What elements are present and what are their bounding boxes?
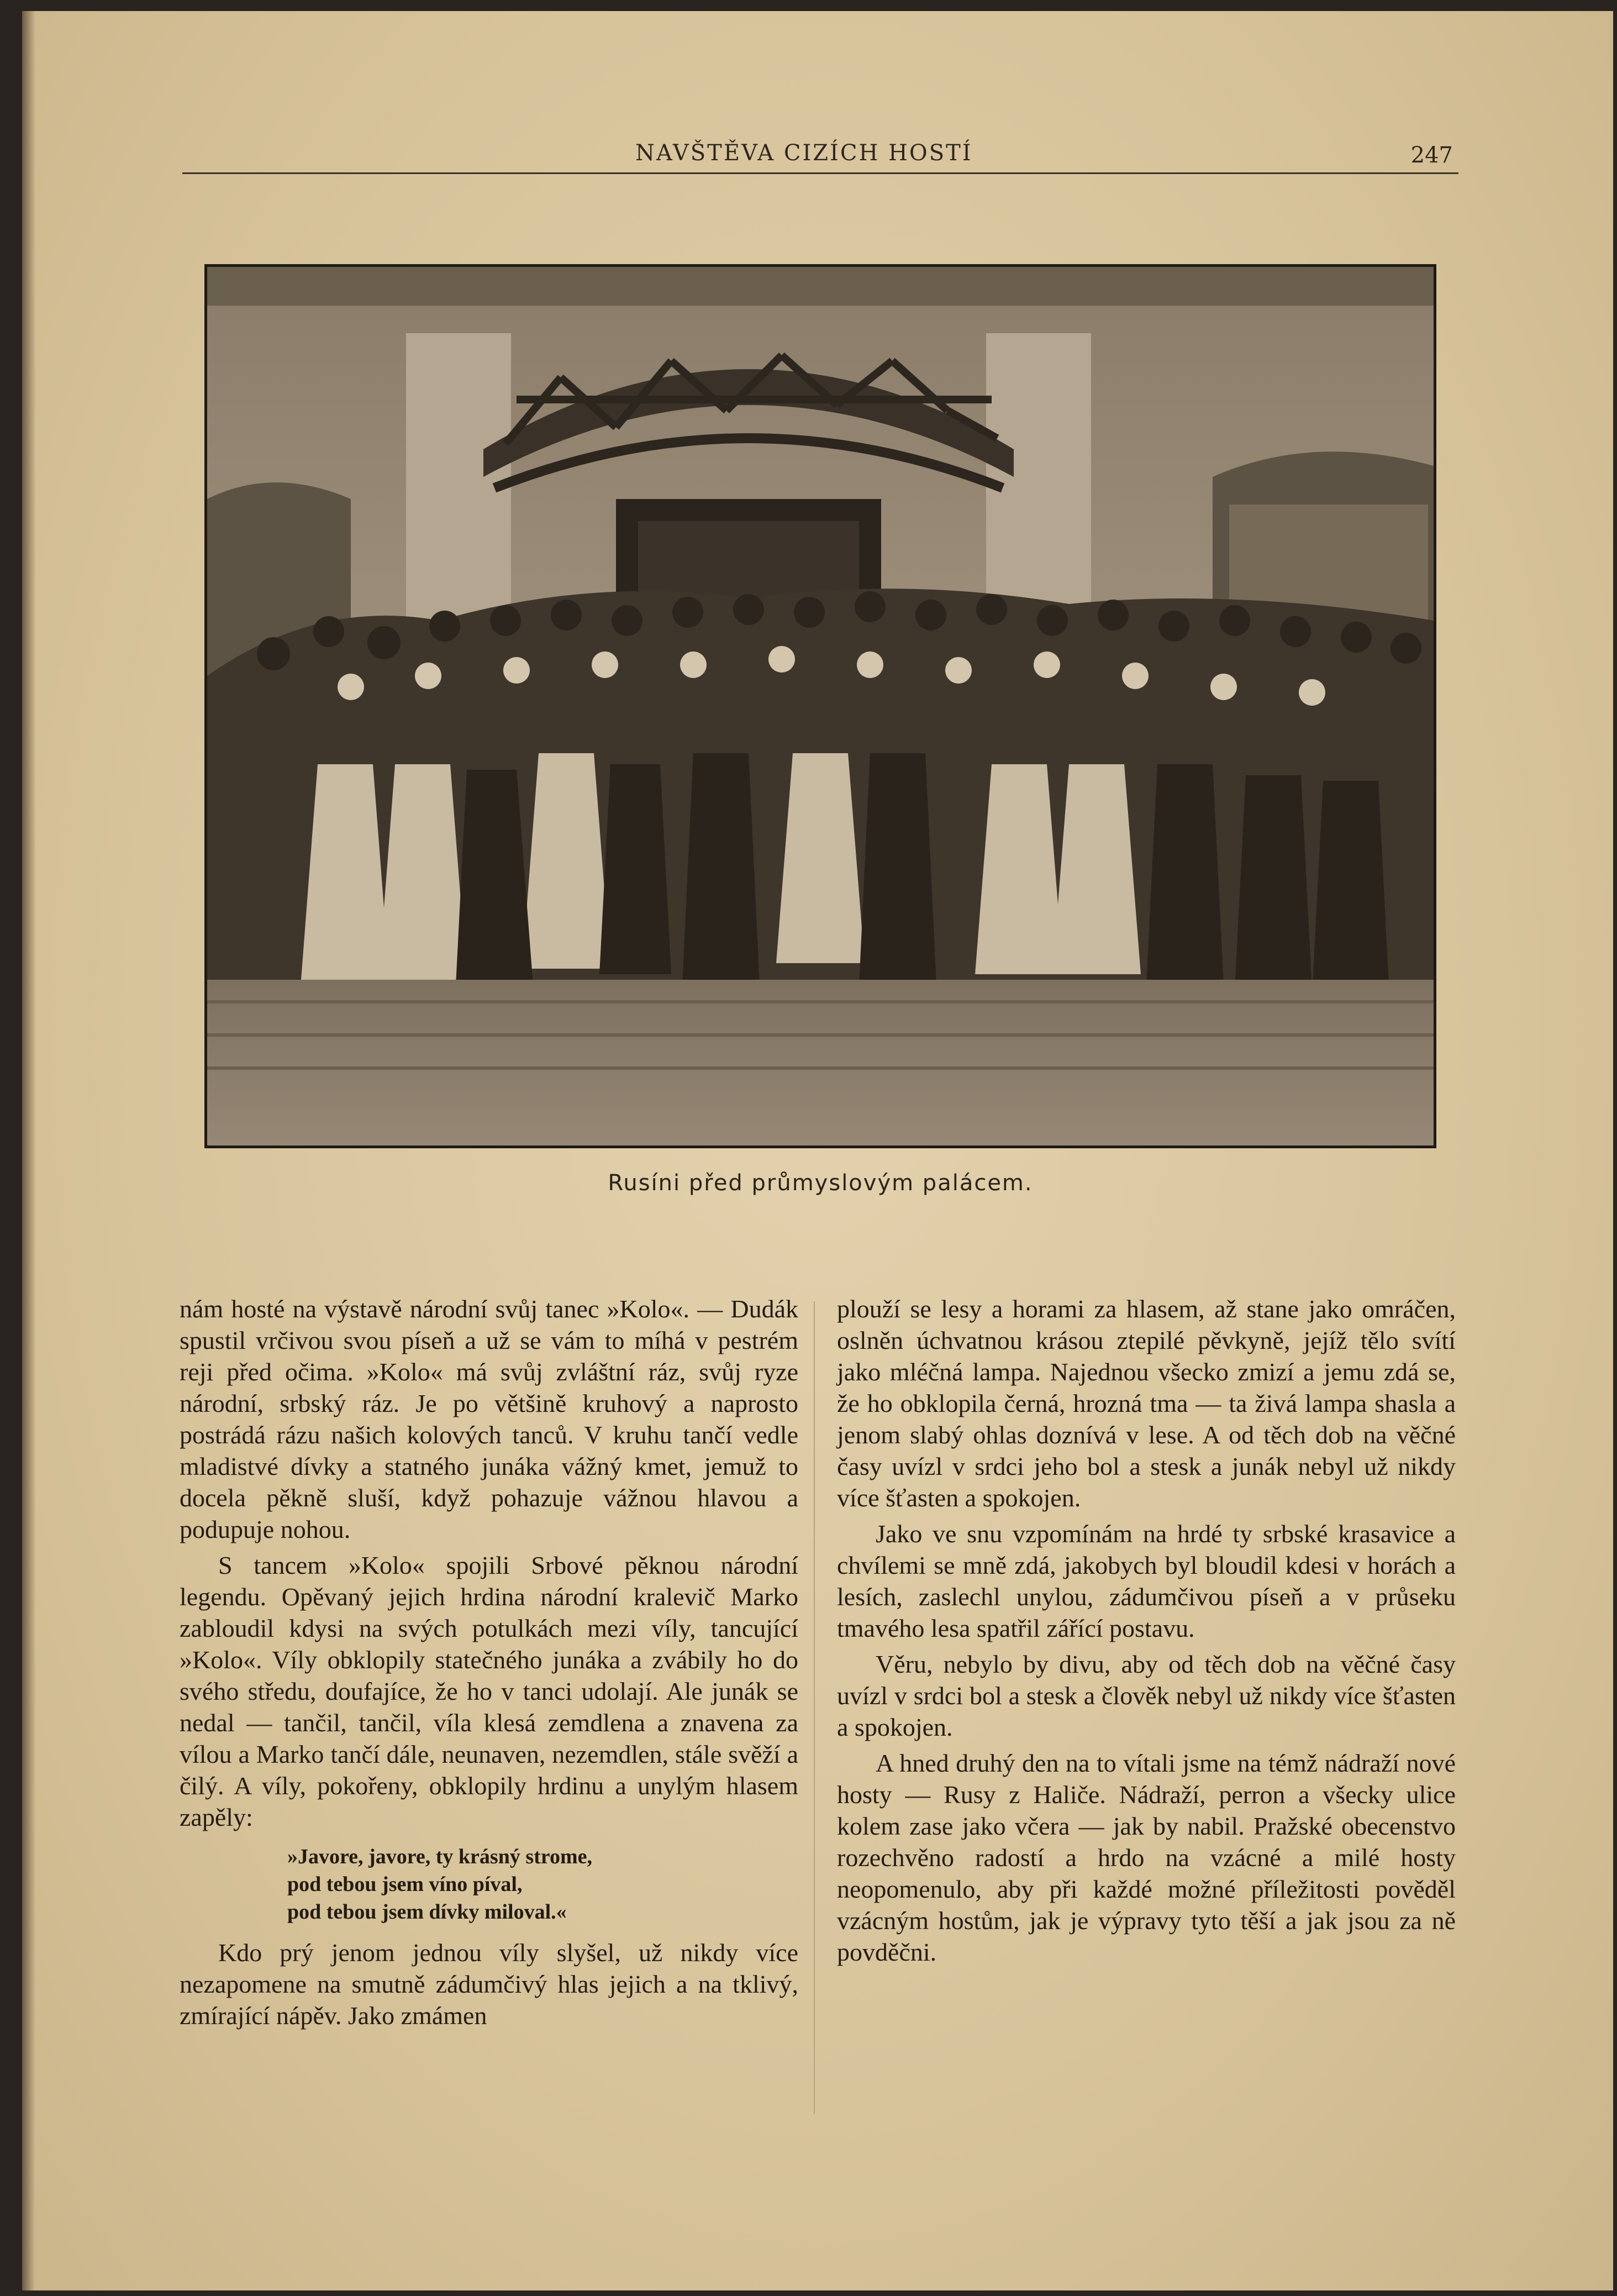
book-page xyxy=(22,11,1613,2290)
right-paragraph-1: plouží se lesy a horami za hlasem, až stane jako omráčen, oslněn úchvatnou krásou ztepilé pěvkyně, jejíž tělo svítí jako mléčná lampa. Najednou všecko zmizí a jemu zdá se, že ho obklopila černá, hrozná tma — ta živá lampa shasla a jenom slabý ohlas doznívá v lese. A od těch dob na věčné časy uvízl v srdci jeho bol a stesk a junák nebyl už nikdy více šťasten a spokojen. xyxy=(837,1295,1456,1512)
column-divider xyxy=(814,1301,815,2114)
verse-block xyxy=(287,1843,798,1926)
running-header xyxy=(182,139,1458,174)
right-paragraph-4: A hned druhý den na to vítali jsme na témž nádraží nové hosty — Rusy z Haliče. Nádraží, perron a všecky ulice kolem zase jako včera — jak by nabil. Pražské obecenstvo rozechvěno radostí a hrdo na vzácné a milé hosty neopomenulo, aby při každé možné příležitosti pověděl vzácným hostům, jak je výpravy tyto těší a jak jsou za ně povděčni. xyxy=(837,1749,1456,1966)
page-number: 247 xyxy=(1410,143,1453,168)
verse-line: pod tebou jsem dívky miloval.« xyxy=(287,1900,567,1924)
group-photograph xyxy=(204,264,1436,1148)
left-paragraph-1: nám hosté na výstavě národní svůj tanec »Kolo«. — Dudák spustil vrčivou svou píseň a už se vám to míhá v pestrém reji před očima. »Kolo« má svůj zvláštní ráz, svůj ryze národní, srbský ráz. Je po většině kruhový a naprosto postrádá rázu našich kolových tanců. V kruhu tančí vedle mladistvé dívky a statného junáka vážný kmet, jemuž to docela pěkně sluší, když pohazuje vážnou hlavou a podupuje nohou. xyxy=(180,1295,798,1543)
photo-illustration xyxy=(207,267,1434,1146)
header-title: NAVŠTĚVA CIZÍCH HOSTÍ xyxy=(635,140,973,166)
book-spine xyxy=(22,11,35,2290)
photo-caption: Rusíni před průmyslovým palácem. xyxy=(608,1170,1033,1196)
right-paragraph-3: Věru, nebylo by divu, aby od těch dob na věčné časy uvízl v srdci bol a stesk a člověk nebyl už nikdy více šťasten a spokojen. xyxy=(837,1650,1456,1741)
left-paragraph-3: Kdo prý jenom jednou víly slyšel, už nikdy více nezapomene na smutně zádumčivý hlas jejich a na tklivý, zmírající nápěv. Jako zmámen xyxy=(180,1938,798,2030)
left-paragraph-2: S tancem »Kolo« spojili Srbové pěknou národní legendu. Opěvaný jejich hrdina národní kralevič Marko zabloudil kdysi na svých potulkách mezi víly, tancující »Kolo«. Víly obklopily statečného junáka a zvábily ho do svého středu, doufajíce, že ho v tanci udolají. Ale junák se nedal — tančil, tančil, víla klesá zemdlena a znavena za vílou a Marko tančí dále, neunaven, nezemdlen, stále svěží a čilý. A víly, pokořeny, obklopily hrdinu a unylým hlasem zapěly: xyxy=(180,1551,798,1831)
right-column xyxy=(837,1293,1456,2122)
verse-line: »Javore, javore, ty krásný strome, xyxy=(287,1845,592,1868)
left-column xyxy=(180,1293,798,2122)
verse-line: pod tebou jsem víno píval, xyxy=(287,1873,523,1896)
right-paragraph-2: Jako ve snu vzpomínám na hrdé ty srbské krasavice a chvílemi se mně zdá, jakobych byl bloudil kdesi v horách a lesích, zaslechl unylou, zádumčivou píseň a v průseku tmavého lesa spatřil zářící postavu. xyxy=(837,1520,1456,1642)
